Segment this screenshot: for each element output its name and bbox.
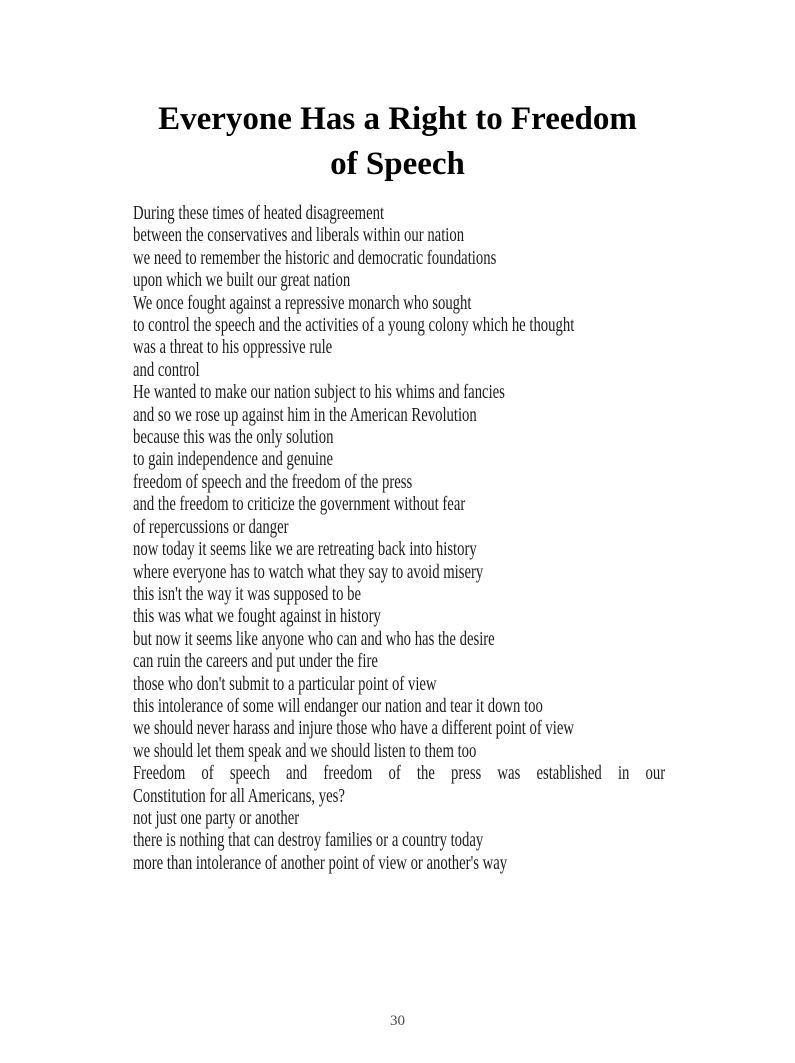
page-title-line-2: of Speech [330, 146, 465, 182]
poem-line: this isn't the way it was supposed to be [133, 582, 362, 605]
poem-body [133, 202, 665, 874]
poem-line: between the conservatives and liberals within our nation [133, 224, 465, 247]
page-title-line-1: Everyone Has a Right to Freedom [158, 101, 637, 137]
poem-line: of repercussions or danger [133, 515, 289, 538]
poem-line: We once fought against a repressive monarch who sought [133, 291, 472, 314]
poem-line: freedom of speech and the freedom of the press [133, 470, 413, 493]
poem-line: During these times of heated disagreement [133, 202, 385, 224]
poem-line: we should never harass and injure those who have a different point of view [133, 717, 575, 740]
poem-line: can ruin the careers and put under the fire [133, 650, 378, 673]
page-number: 30 [390, 1013, 405, 1029]
poem-line: there is nothing that can destroy families or a country today [133, 829, 484, 852]
poem-line: to control the speech and the activities of a young colony which he thought [133, 314, 575, 337]
poem-line: not just one party or another [133, 806, 300, 829]
poem-line: and the freedom to criticize the government without fear [133, 493, 466, 516]
poem-line: more than intolerance of another point of view or another's way [133, 851, 508, 874]
poem-line: He wanted to make our nation subject to his whims and fancies [133, 381, 505, 404]
poem-line: because this was the only solution [133, 426, 334, 449]
poem-line: was a threat to his oppressive rule [133, 336, 333, 359]
poem-line: to gain independence and genuine [133, 448, 334, 471]
poem-line: where everyone has to watch what they say to avoid misery [133, 560, 484, 583]
poem-line: those who don't submit to a particular point of view [133, 672, 437, 695]
poem-line: we should let them speak and we should listen to them too [133, 739, 477, 762]
poem-line: now today it seems like we are retreating back into history [133, 538, 477, 561]
poem-line: this intolerance of some will endanger our nation and tear it down too [133, 694, 543, 717]
poem-line: and control [133, 358, 200, 381]
poem-line: this was what we fought against in history [133, 605, 381, 628]
poem-line: upon which we built our great nation [133, 269, 351, 292]
poem-line: and so we rose up against him in the American Revolution [133, 403, 477, 426]
poem-line: Constitution for all Americans, yes? [133, 784, 345, 807]
page-title [0, 97, 795, 187]
poem-line: we need to remember the historic and democratic foundations [133, 246, 497, 269]
poem-line: but now it seems like anyone who can and who has the desire [133, 627, 495, 650]
poem-line-justified: Freedom of speech and freedom of the press was established in our [133, 762, 666, 785]
